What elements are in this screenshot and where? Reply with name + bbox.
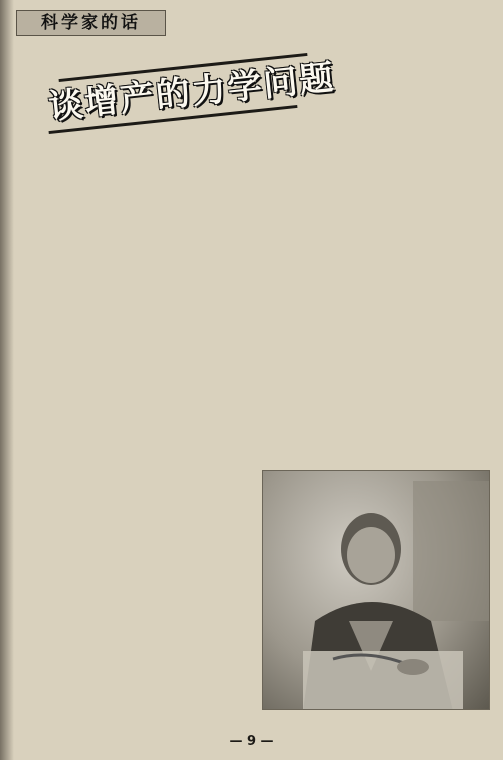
scientist-portrait-icon <box>263 471 490 710</box>
portrait-photo <box>262 470 490 710</box>
author-title-line-2 <box>52 176 202 190</box>
headline: 谈增产的力学问题 <box>46 57 338 128</box>
page-number: — 9 — <box>229 734 274 749</box>
right-column <box>332 10 492 440</box>
binding-shadow <box>0 0 14 760</box>
middle-column-lower <box>174 438 258 728</box>
section-label: 科学家的话 <box>16 10 166 36</box>
author-title-line-1 <box>52 160 202 174</box>
middle-column <box>174 212 326 424</box>
left-column <box>16 208 168 730</box>
author-signature <box>210 170 280 190</box>
